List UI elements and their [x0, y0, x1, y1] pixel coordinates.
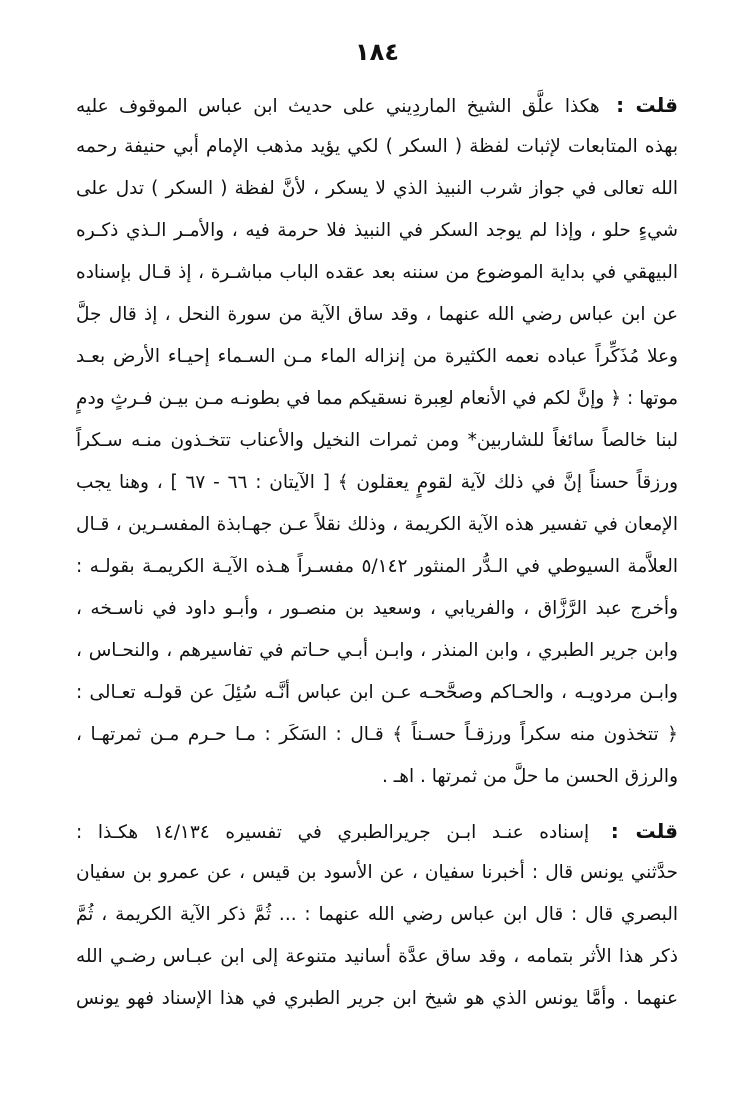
text-line: حدَّثني يونس قال : أخبرنا سفيان ، عن الأسود بن قيس ، عن عمرو بن سفيان — [76, 862, 678, 883]
line-text: إسناده عنـد ابـن جريرالطبري في تفسيره ١٤/١٣٤ هكـذا : — [76, 822, 590, 843]
text-line: البصري قال : قال ابن عباس رضي الله عنهما : ... ثُمَّ ذكر الآية الكريمة ، ثُمَّ — [76, 904, 678, 925]
text-line: شيءٍ حلو ، وإذا لم يوجد السكر في النبيذ فلا حرمة فيه ، والأمـر الـذي ذكـره — [76, 220, 678, 241]
paragraph-commentary-2 — [76, 810, 678, 1020]
text-line: ذكر هذا الأثر بتمامه ، وقد ساق عدَّة أسانيد متنوعة إلى ابن عبـاس رضـي الله — [76, 946, 678, 967]
text-line: العلاَّمة السيوطي في الـدُّر المنثور ٥/١٤٢ مفسـراً هـذه الآيـة الكريمـة بقولـه : — [76, 556, 678, 577]
text-line: عن ابن عباس رضي الله عنهما ، وقد ساق الآية من سورة النحل ، إذ قال جلَّ — [76, 304, 678, 325]
text-line — [76, 84, 678, 126]
line-text: هكذا علَّق الشيخ الماردِيني على حديث ابن عباس الموقوف عليه — [76, 96, 600, 117]
text-line: البيهقي في بداية الموضوع من سننه بعد عقده الباب مباشـرة ، إذ قـال بإسناده — [76, 262, 678, 283]
text-line: عنهما . وأمَّا يونس الذي هو شيخ ابن جرير الطبري في هذا الإسناد فهو يونس — [76, 988, 678, 1009]
text-line: لبنا خالصاً سائغاً للشاربين* ومن ثمرات النخيل والأعناب تتخـذون منـه سـكراً — [76, 430, 678, 451]
page-number: ١٨٤ — [355, 38, 399, 66]
text-line: والرزق الحسن ما حلَّ من ثمرتها . اهـ . — [382, 766, 678, 787]
text-line — [76, 810, 678, 852]
text-line: وابـن مردويـه ، والحـاكم وصحَّحـه عـن ابن عباس أنَّـه سُئِلَ عن قولـه تعـالى : — [76, 682, 678, 703]
text-line: الله تعالى في جواز شرب النبيذ الذي لا يسكر ، لأنَّ لفظة ( السكر ) تدل على — [76, 178, 678, 199]
text-line: ﴿ تتخذون منه سكراً ورزقـاً حسـناً ﴾ قـال : السَكَر : مـا حـرم مـن ثمرتهـا ، — [76, 724, 678, 745]
text-line: وأخرج عبد الرَّزَّاق ، والفريابي ، وسعيد بن منصـور ، وأبـو داود في ناسـخه ، — [76, 598, 678, 619]
qultu-label: قلت : — [610, 819, 678, 843]
text-line: وابن جرير الطبري ، وابن المنذر ، وابـن أبـي حـاتم في تفاسيرهم ، والنحـاس ، — [76, 640, 678, 661]
text-line: موتها : ﴿ وإنَّ لكم في الأنعام لعِبرة نسقيكم مما في بطونـه مـن بيـن فـرثٍ ودمٍ — [76, 388, 678, 409]
text-line: ورزقاً حسناً إنَّ في ذلك لآية لقومٍ يعقلون ﴾ [ الآيتان : ٦٦ - ٦٧ ] ، وهنا يجب — [76, 472, 678, 493]
qultu-label: قلت : — [616, 93, 678, 117]
text-line: وعلا مُذَكِّراً عباده نعمه الكثيرة من إنزاله الماء مـن السـماء إحيـاء الأرض بعـد — [76, 346, 678, 367]
paragraph-commentary-1 — [76, 84, 678, 798]
text-line: الإمعان في تفسير هذه الآية الكريمة ، وذلك نقلاً عـن جهـابذة المفسـرين ، قـال — [76, 514, 678, 535]
text-line: بهذه المتابعات لإثبات لفظة ( السكر ) لكي يؤيد مذهب الإمام أبي حنيفة رحمه — [76, 136, 678, 157]
